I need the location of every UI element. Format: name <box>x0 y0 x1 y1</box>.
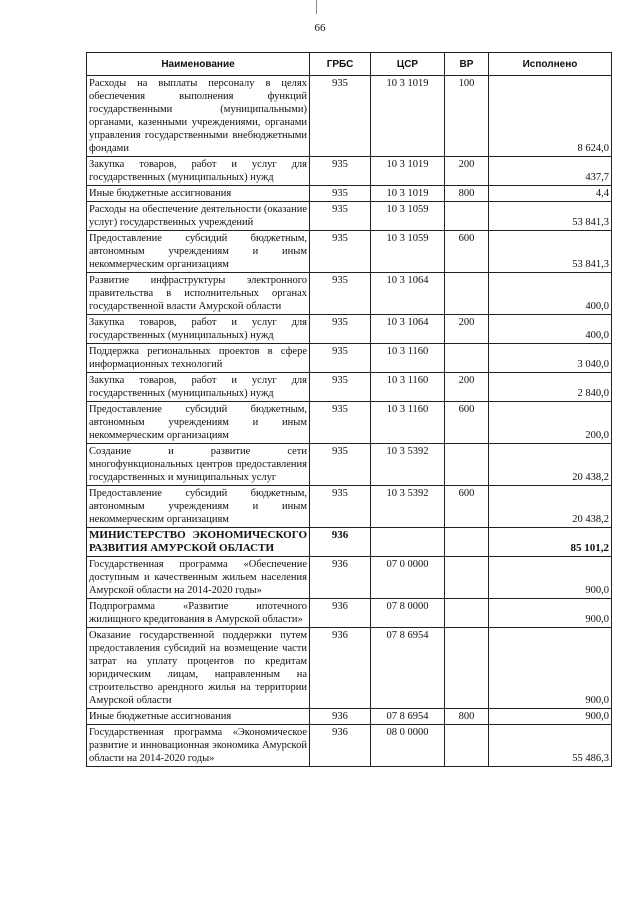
cell-grbs: 936 <box>310 599 371 628</box>
scan-mark <box>316 0 317 14</box>
cell-amount: 200,0 <box>489 402 612 444</box>
table-row <box>87 202 612 231</box>
cell-vr: 100 <box>445 76 489 157</box>
cell-grbs: 935 <box>310 273 371 315</box>
cell-csr: 10 3 1064 <box>371 273 445 315</box>
table-row <box>87 373 612 402</box>
cell-vr: 200 <box>445 157 489 186</box>
cell-amount: 53 841,3 <box>489 202 612 231</box>
cell-vr <box>445 202 489 231</box>
cell-vr <box>445 273 489 315</box>
budget-table <box>86 52 612 767</box>
cell-csr: 10 3 1064 <box>371 315 445 344</box>
cell-name: Государственная программа «Обеспечение доступным и качественным жильем населения Амурской области на 2014-2020 годы» <box>87 557 310 599</box>
cell-csr: 10 3 5392 <box>371 444 445 486</box>
cell-amount: 85 101,2 <box>489 528 612 557</box>
cell-name: Предоставление субсидий бюджетным, автономным учреждениям и иным некоммерческим организациям <box>87 486 310 528</box>
cell-amount: 20 438,2 <box>489 486 612 528</box>
cell-csr: 07 8 0000 <box>371 599 445 628</box>
table-row <box>87 557 612 599</box>
cell-amount: 20 438,2 <box>489 444 612 486</box>
cell-csr: 10 3 5392 <box>371 486 445 528</box>
cell-name: Оказание государственной поддержки путем предоставления субсидий на возмещение части затрат на уплату процентов по кредитам юридическим лицам, направленным на строительство арендного жилья на территории Амурской области <box>87 628 310 709</box>
cell-name: Иные бюджетные ассигнования <box>87 186 310 202</box>
table-row <box>87 231 612 273</box>
table-row <box>87 315 612 344</box>
cell-name: Иные бюджетные ассигнования <box>87 709 310 725</box>
table-row <box>87 273 612 315</box>
cell-vr: 600 <box>445 486 489 528</box>
cell-grbs: 935 <box>310 315 371 344</box>
cell-amount: 55 486,3 <box>489 725 612 767</box>
cell-name: Закупка товаров, работ и услуг для государственных (муниципальных) нужд <box>87 315 310 344</box>
cell-vr <box>445 444 489 486</box>
table-row <box>87 486 612 528</box>
cell-grbs: 936 <box>310 709 371 725</box>
cell-grbs: 935 <box>310 402 371 444</box>
cell-amount: 400,0 <box>489 315 612 344</box>
column-header-grbs: ГРБС <box>310 53 371 76</box>
cell-grbs: 936 <box>310 628 371 709</box>
cell-amount: 2 840,0 <box>489 373 612 402</box>
cell-grbs: 935 <box>310 373 371 402</box>
cell-amount: 4,4 <box>489 186 612 202</box>
cell-grbs: 935 <box>310 444 371 486</box>
cell-name: Расходы на обеспечение деятельности (оказание услуг) государственных учреждений <box>87 202 310 231</box>
cell-grbs: 935 <box>310 76 371 157</box>
cell-csr: 10 3 1019 <box>371 76 445 157</box>
cell-amount: 8 624,0 <box>489 76 612 157</box>
cell-vr <box>445 599 489 628</box>
cell-grbs: 935 <box>310 231 371 273</box>
page-number: 66 <box>314 22 326 34</box>
table-row <box>87 444 612 486</box>
cell-name: Подпрограмма «Развитие ипотечного жилищного кредитования в Амурской области» <box>87 599 310 628</box>
cell-name: Предоставление субсидий бюджетным, автономным учреждениям и иным некоммерческим организациям <box>87 231 310 273</box>
cell-vr: 800 <box>445 709 489 725</box>
cell-vr: 600 <box>445 402 489 444</box>
cell-amount: 900,0 <box>489 628 612 709</box>
cell-vr: 200 <box>445 315 489 344</box>
cell-csr: 10 3 1059 <box>371 231 445 273</box>
cell-amount: 900,0 <box>489 599 612 628</box>
cell-grbs: 936 <box>310 528 371 557</box>
cell-name: Предоставление субсидий бюджетным, автономным учреждениям и иным некоммерческим организациям <box>87 402 310 444</box>
cell-name: Закупка товаров, работ и услуг для государственных (муниципальных) нужд <box>87 373 310 402</box>
table-row <box>87 186 612 202</box>
cell-name: Закупка товаров, работ и услуг для государственных (муниципальных) нужд <box>87 157 310 186</box>
cell-vr: 800 <box>445 186 489 202</box>
table-row <box>87 344 612 373</box>
cell-vr <box>445 557 489 599</box>
cell-vr: 200 <box>445 373 489 402</box>
column-header-csr: ЦСР <box>371 53 445 76</box>
cell-csr: 10 3 1059 <box>371 202 445 231</box>
table-header-row <box>87 53 612 76</box>
column-header-amount: Исполнено <box>489 53 612 76</box>
cell-name: Создание и развитие сети многофункциональных центров предоставления государственных и муниципальных услуг <box>87 444 310 486</box>
cell-amount: 3 040,0 <box>489 344 612 373</box>
cell-grbs: 936 <box>310 725 371 767</box>
cell-grbs: 935 <box>310 344 371 373</box>
cell-csr: 07 0 0000 <box>371 557 445 599</box>
cell-amount: 400,0 <box>489 273 612 315</box>
cell-vr <box>445 344 489 373</box>
cell-amount: 53 841,3 <box>489 231 612 273</box>
cell-vr: 600 <box>445 231 489 273</box>
cell-amount: 900,0 <box>489 709 612 725</box>
cell-csr: 08 0 0000 <box>371 725 445 767</box>
cell-csr <box>371 528 445 557</box>
cell-name: Расходы на выплаты персоналу в целях обеспечения выполнения функций государственными (муниципальными) органами, казенными учреждениями, органами управления государственными внебюджетными фондами <box>87 76 310 157</box>
cell-name: Государственная программа «Экономическое развитие и инновационная экономика Амурской области на 2014-2020 годы» <box>87 725 310 767</box>
cell-amount: 437,7 <box>489 157 612 186</box>
table-row <box>87 157 612 186</box>
cell-vr <box>445 725 489 767</box>
cell-csr: 07 8 6954 <box>371 628 445 709</box>
table-row <box>87 709 612 725</box>
table-row <box>87 628 612 709</box>
cell-csr: 10 3 1019 <box>371 157 445 186</box>
cell-name: Поддержка региональных проектов в сфере информационных технологий <box>87 344 310 373</box>
cell-csr: 10 3 1160 <box>371 402 445 444</box>
table-body <box>87 76 612 767</box>
column-header-name: Наименование <box>87 53 310 76</box>
cell-csr: 07 8 6954 <box>371 709 445 725</box>
table-row <box>87 599 612 628</box>
cell-name: Развитие инфраструктуры электронного правительства в исполнительных органах государственной власти Амурской области <box>87 273 310 315</box>
table-row <box>87 528 612 557</box>
cell-csr: 10 3 1160 <box>371 344 445 373</box>
cell-vr <box>445 628 489 709</box>
cell-csr: 10 3 1160 <box>371 373 445 402</box>
cell-grbs: 936 <box>310 557 371 599</box>
table-row <box>87 725 612 767</box>
cell-grbs: 935 <box>310 157 371 186</box>
cell-name: МИНИСТЕРСТВО ЭКОНОМИЧЕСКОГО РАЗВИТИЯ АМУРСКОЙ ОБЛАСТИ <box>87 528 310 557</box>
cell-grbs: 935 <box>310 486 371 528</box>
table-row <box>87 402 612 444</box>
cell-grbs: 935 <box>310 186 371 202</box>
cell-grbs: 935 <box>310 202 371 231</box>
cell-amount: 900,0 <box>489 557 612 599</box>
column-header-vr: ВР <box>445 53 489 76</box>
table-row <box>87 76 612 157</box>
cell-vr <box>445 528 489 557</box>
cell-csr: 10 3 1019 <box>371 186 445 202</box>
